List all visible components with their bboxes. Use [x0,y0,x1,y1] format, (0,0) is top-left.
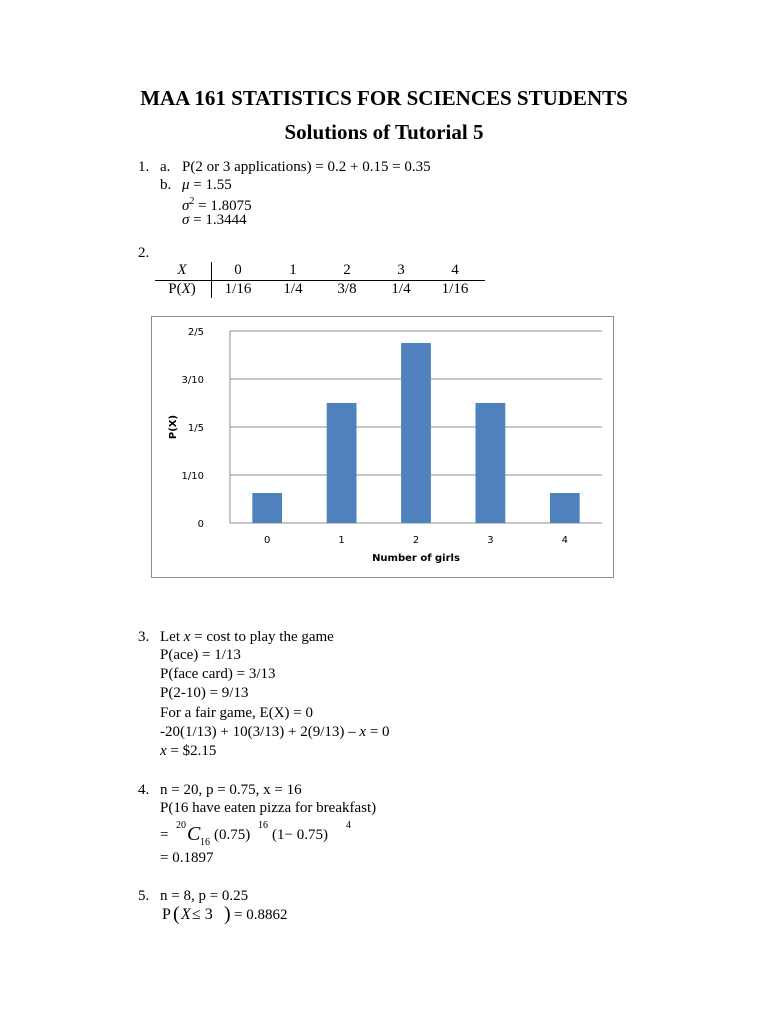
q1-number: 1. [138,159,150,175]
page-title: MAA 161 STATISTICS FOR SCIENCES STUDENTS [140,86,628,110]
q5-line-1: n = 8, p = 0.25 [160,888,249,904]
q4-line-2: P(16 have eaten pizza for breakfast) [160,800,377,816]
q1-a-label: a. [160,159,171,175]
y-tick-label: 2/5 [187,327,204,338]
x-tick-label: 3 [487,535,494,546]
table-p-value: 1/16 [441,281,469,297]
x-tick-label: 2 [412,535,420,546]
q5-number: 5. [138,888,150,904]
bar [401,343,431,523]
complement-probability: (1− 0.75) [272,827,328,843]
x-tick-label: 0 [264,535,271,546]
x-axis-label: Number of girls [372,553,460,564]
y-axis-label: P(X) [168,414,179,440]
q1-b-label: b. [160,177,172,193]
x-variable: X [181,906,191,923]
probability-table [155,262,485,298]
q3-line-1: Let x = cost to play the game [160,629,334,645]
combination-symbol: C [187,823,201,845]
table-x-value: 0 [234,262,242,278]
equals-sign: = [160,827,169,843]
x-tick-label: 4 [561,535,568,546]
q1-mean-line [182,176,232,194]
exponent-k: 16 [258,820,268,831]
q2-number: 2. [138,245,150,261]
table-p-value: 1/16 [224,281,252,297]
probability-bar-chart [151,316,614,578]
q4-number: 4. [138,782,150,798]
bar [550,493,580,523]
sd-value: = 1.3444 [189,212,247,228]
table-p-value: 1/4 [283,281,303,297]
table-x-value: 1 [289,262,297,278]
table-p-value: 1/4 [391,281,411,297]
q3-line-2: P(ace) = 1/13 [160,647,241,663]
variance-value: = 1.8075 [194,198,252,214]
close-paren: ) [224,903,231,925]
y-tick-label: 1/5 [187,423,204,434]
subscript-k: 16 [200,837,210,848]
table-x-value: 4 [451,262,459,278]
q3-line-5: For a fair game, E(X) = 0 [160,705,313,721]
sigma-symbol: σ [182,212,190,228]
q4-result: = 0.1897 [160,850,214,866]
table-header-px: P(X) [168,281,196,297]
q4-line-1: n = 20, p = 0.75, x = 16 [160,782,302,798]
y-tick-label: 3/10 [181,375,204,386]
page-subtitle: Solutions of Tutorial 5 [284,120,484,144]
chart-canvas [152,317,613,577]
q3-number: 3. [138,629,150,645]
bar [476,403,506,523]
sigma-symbol: σ [182,198,190,214]
base-probability: (0.75) [214,827,251,843]
x-tick-label: 1 [338,535,345,546]
q3-line-7: x = $2.15 [160,743,217,759]
p-symbol: P [162,906,171,923]
y-tick-label: 0 [197,519,204,530]
q3-line-3: P(face card) = 3/13 [160,666,276,682]
q3-line-4: P(2-10) = 9/13 [160,685,249,701]
table-x-value: 2 [343,262,351,278]
y-tick-label: 1/10 [181,471,204,482]
mu-symbol: μ [182,177,190,193]
q3-line-6: -20(1/13) + 10(3/13) + 2(9/13) – x = 0 [160,724,390,740]
bar [327,403,357,523]
q5-result: = 0.8862 [234,907,288,923]
relation: ≤ 3 [192,906,213,923]
table-p-value: 3/8 [337,281,357,297]
mu-value: = 1.55 [189,177,232,193]
table-header-x: X [177,262,187,278]
q1-sd-line [182,211,247,229]
q1-a-text: P(2 or 3 applications) = 0.2 + 0.15 = 0.35 [182,159,431,175]
table-x-value: 3 [397,262,405,278]
superscript-n: 20 [176,820,186,831]
variance-exponent: 2 [189,196,195,207]
open-paren: ( [173,903,180,925]
bar [252,493,282,523]
exponent-n-minus-k: 4 [346,820,351,831]
